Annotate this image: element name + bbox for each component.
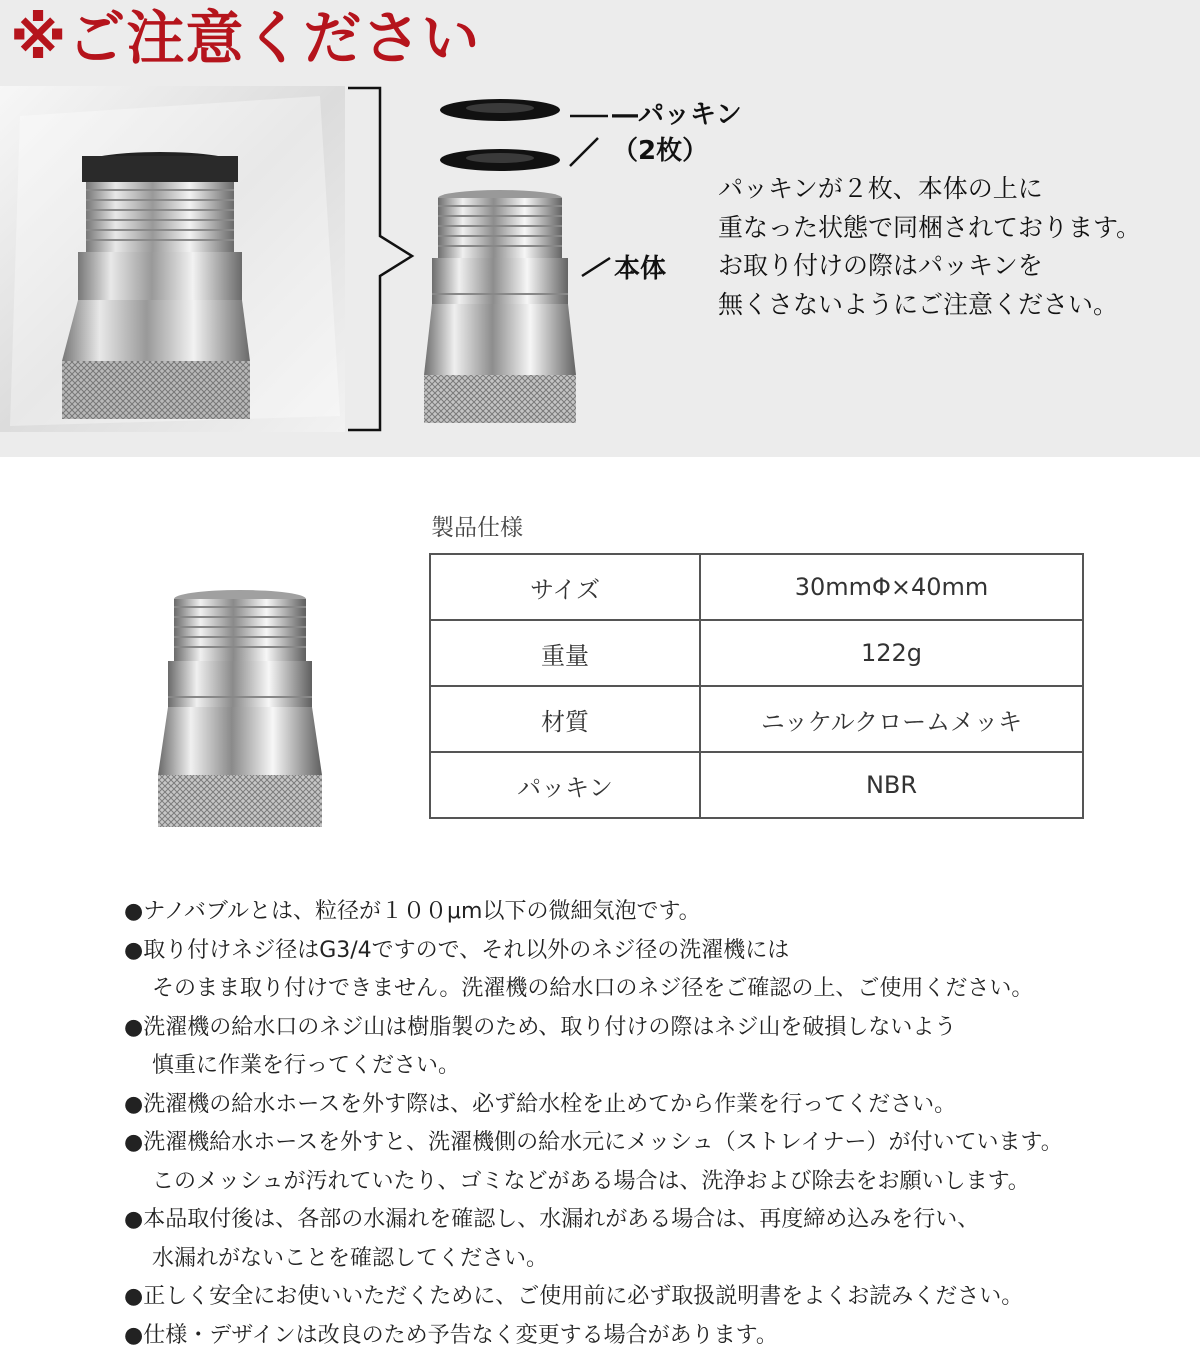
packing-label: ―パッキン [612, 100, 742, 130]
list-item: ●洗濯機給水ホースを外すと、洗濯機側の給水元にメッシュ（ストレイナー）が付いています。 [124, 1130, 1063, 1155]
packing-count-label: （2枚） [612, 136, 709, 166]
body-label: 本体 [614, 254, 667, 284]
bracket-arrow [340, 86, 420, 436]
caution-section [0, 0, 1200, 457]
spec-table [429, 553, 1084, 819]
spec-value: 30mmΦ×40mm [700, 554, 1083, 620]
list-item: ●正しく安全にお使いいただくために、ご使用前に必ず取扱説明書をよくお読みください。 [124, 1284, 1024, 1309]
table-row [430, 686, 1083, 752]
caution-title: ※ご注意ください [10, 4, 481, 72]
spec-value: NBR [700, 752, 1083, 818]
spec-value: 122g [700, 620, 1083, 686]
notice-line: お取り付けの際はパッキンを [718, 251, 1043, 280]
notice-line: 無くさないようにご注意ください。 [718, 289, 1119, 319]
spec-key: 重量 [430, 620, 700, 686]
list-item: ●取り付けネジ径はG3/4ですので、それ以外のネジ径の洗濯機には [124, 937, 790, 963]
list-item: ●仕様・デザインは改良のため予告なく変更する場合があります。 [124, 1322, 778, 1348]
list-item-continuation: そのまま取り付けできません。洗濯機の給水口のネジ径をご確認の上、ご使用ください。 [152, 976, 1034, 1001]
spec-key: サイズ [430, 554, 700, 620]
list-item: ●洗濯機の給水ホースを外す際は、必ず給水栓を止めてから作業を行ってください。 [124, 1091, 957, 1117]
notice-line: パッキンが２枚、本体の上に [718, 174, 1043, 203]
list-item-continuation: 水漏れがないことを確認してください。 [152, 1245, 549, 1271]
spec-key: パッキン [430, 752, 700, 818]
notice-line: 重なった状態で同梱されております。 [718, 212, 1142, 242]
list-item: ●洗濯機の給水口のネジ山は樹脂製のため、取り付けの際はネジ山を破損しないよう [124, 1014, 957, 1040]
list-item: ●本品取付後は、各部の水漏れを確認し、水漏れがある場合は、再度締め込みを行い、 [124, 1207, 980, 1232]
list-item-continuation: 慎重に作業を行ってください。 [152, 1053, 461, 1078]
product-photo [150, 585, 330, 835]
packing-notice [718, 170, 1188, 324]
table-row [430, 752, 1083, 818]
caution-notes-list [124, 893, 1124, 1355]
spec-key: 材質 [430, 686, 700, 752]
spec-value: ニッケルクロームメッキ [700, 686, 1083, 752]
table-row [430, 620, 1083, 686]
table-row [430, 554, 1083, 620]
list-item-continuation: このメッシュが汚れていたり、ゴミなどがある場合は、洗浄および除去をお願いします。 [152, 1168, 1030, 1194]
list-item: ●ナノバブルとは、粒径が１００μm以下の微細気泡です。 [124, 899, 701, 924]
bagged-product-photo [0, 86, 345, 432]
spec-title: 製品仕様 [431, 515, 523, 541]
